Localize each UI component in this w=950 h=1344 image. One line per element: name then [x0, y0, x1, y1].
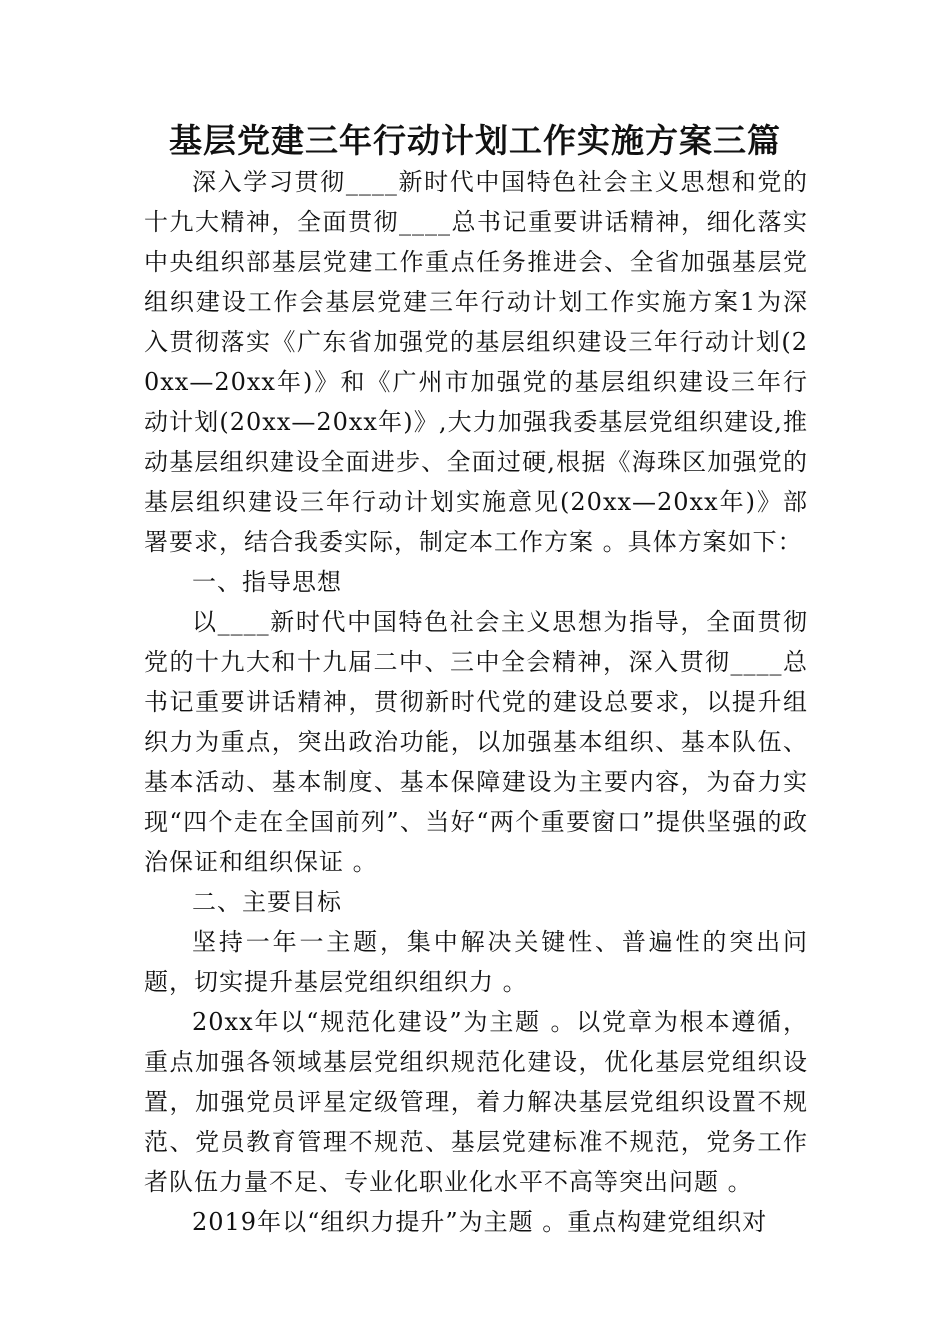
year-standardization-paragraph: 20xx年以“规范化建设”为主题 。以党章为根本遵循，重点加强各领域基层党组织规范化建设，优化基层党组织设置，加强党员评星定级管理，着力解决基层党组织设置不规范、党员教育管理不规范、基层党建标准不规范，党务工作者队伍力量不足、专业化职业化水平不高等突出问题 。 — [144, 1008, 808, 1196]
document-title: 基层党建三年行动计划工作实施方案三篇 — [169, 121, 781, 160]
main-goals-paragraph: 坚持一年一主题，集中解决关键性、普遍性的突出问题，切实提升基层党组织组织力 。 — [144, 928, 808, 996]
year-2019-paragraph: 2019年以“组织力提升”为主题 。重点构建党组织对 — [192, 1208, 768, 1236]
guiding-ideology-paragraph: 以____新时代中国特色社会主义思想为指导，全面贯彻党的十九大和十九届二中、三中全会精神，深入贯彻____总书记重要讲话精神，贯彻新时代党的建设总要求，以提升组织力为重点，突出政治功能，以加强基本组织、基本队伍、基本活动、基本制度、基本保障建设为主要内容，为奋力实现“四个走在全国前列”、当好“两个重要窗口”提供坚强的政治保证和组织保证 。 — [144, 608, 808, 876]
intro-paragraph: 深入学习贯彻____新时代中国特色社会主义思想和党的十九大精神，全面贯彻____总书记重要讲话精神，细化落实中央组织部基层党建工作重点任务推进会、全省加强基层党组织建设工作会基层党建三年行动计划工作实施方案1为深入贯彻落实《广东省加强党的基层组织建设三年行动计划(20xx—20xx年)》和《广州市加强党的基层组织建设三年行动计划(20xx—20xx年)》,大力加强我委基层党组织建设,推动基层组织建设全面进步、全面过硬,根据《海珠区加强党的基层组织建设三年行动计划实施意见(20xx—20xx年)》部署要求，结合我委实际，制定本工作方案 。具体方案如下： — [144, 168, 808, 556]
section-heading-guiding-ideology: 一、指导思想 — [192, 568, 342, 596]
section-heading-main-goals: 二、主要目标 — [192, 888, 342, 916]
document-body — [144, 162, 808, 1242]
